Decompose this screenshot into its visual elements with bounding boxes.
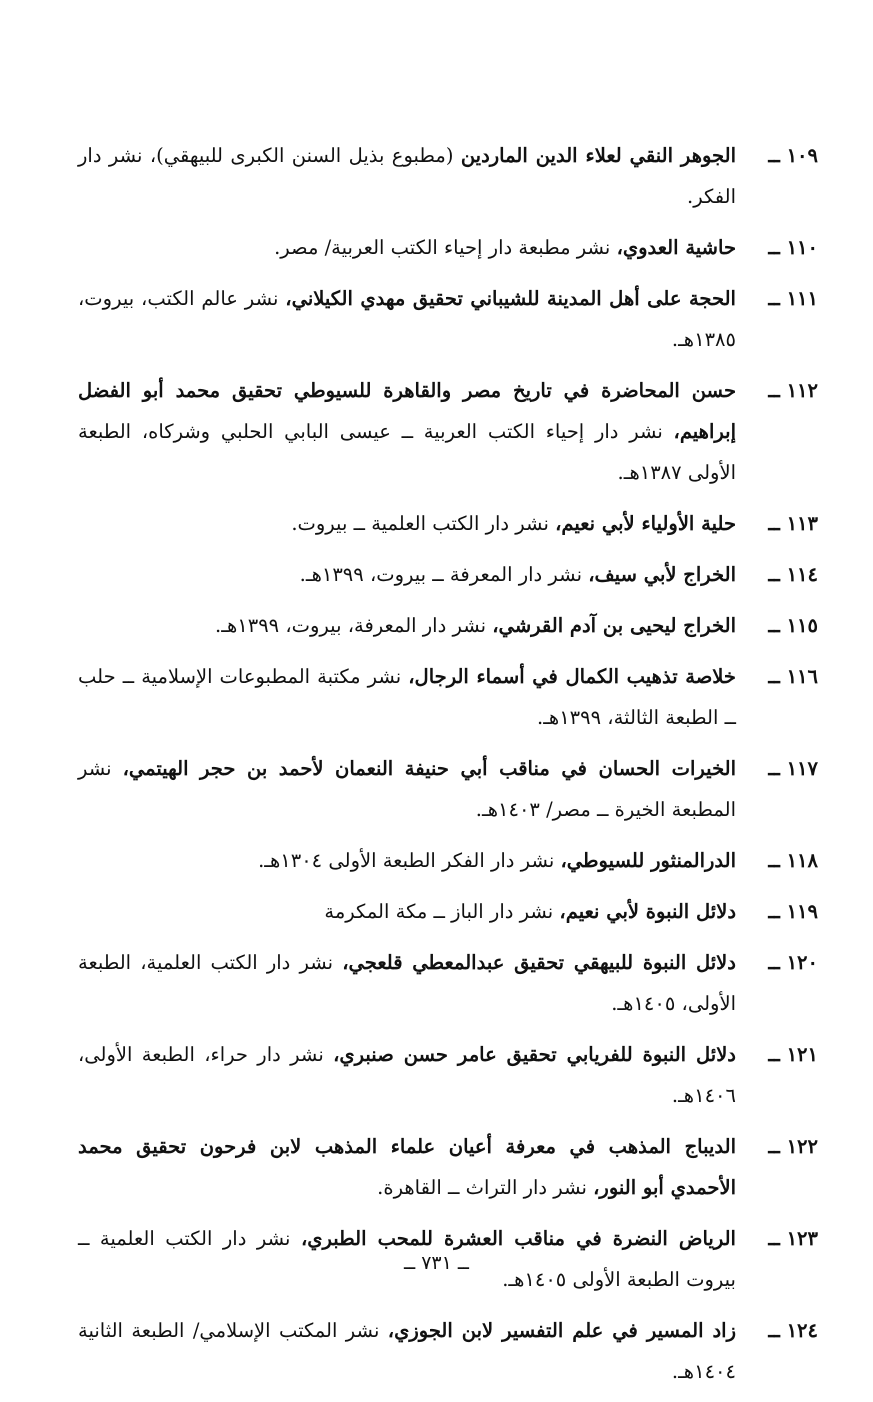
entry-details: نشر دار الكتب العلمية، الطبعة الأولى، ١٤٠٥هـ. (78, 951, 736, 1015)
entry-title: خلاصة تذهيب الكمال في أسماء الرجال، (408, 665, 736, 688)
entry-title: الخراج ليحيى بن آدم القرشي، (492, 614, 736, 637)
list-item (78, 503, 818, 544)
entry-number: ١٢٠ ــ (768, 951, 818, 974)
entry-title: الديباج المذهب في معرفة أعيان علماء المذهب لابن فرحون تحقيق محمد الأحمدي أبو النور، (78, 1135, 736, 1199)
entry-number: ١١٠ ــ (768, 236, 818, 259)
list-item (78, 554, 818, 595)
entry-details: نشر دار الكتب العلمية ــ بيروت الطبعة الأولى ١٤٠٥هـ. (78, 1227, 736, 1291)
entry-number: ١١٥ ــ (768, 614, 818, 637)
bibliography-list (78, 135, 818, 1402)
entry-title: الخيرات الحسان في مناقب أبي حنيفة النعمان لأحمد بن حجر الهيتمي، (122, 757, 737, 780)
entry-title: الخراج لأبي سيف، (588, 563, 736, 586)
entry-number: ١١٤ ــ (768, 563, 818, 586)
entry-title: حلية الأولياء لأبي نعيم، (555, 512, 736, 535)
entry-details: نشر مكتبة المطبوعات الإسلامية ــ حلب ــ الطبعة الثالثة، ١٣٩٩هـ. (78, 665, 736, 729)
entry-details: نشر دار المعرفة، بيروت، ١٣٩٩هـ. (215, 614, 487, 637)
entry-details: نشر دار التراث ــ القاهرة. (377, 1176, 587, 1199)
entry-text (78, 656, 736, 738)
entry-number: ١٢٣ ــ (768, 1227, 818, 1250)
entry-title: حسن المحاضرة في تاريخ مصر والقاهرة للسيوطي تحقيق محمد أبو الفضل إبراهيم، (78, 379, 736, 443)
entry-text (78, 840, 736, 881)
entry-details: نشر دار الفكر الطبعة الأولى ١٣٠٤هـ. (258, 849, 555, 872)
entry-title: دلائل النبوة للبيهقي تحقيق عبدالمعطي قلعجي، (342, 951, 736, 974)
entry-title: الحجة على أهل المدينة للشيباني تحقيق مهدي الكيلاني، (285, 287, 736, 310)
entry-number: ١١٩ ــ (768, 900, 818, 923)
entry-number: ١٢١ ــ (768, 1043, 818, 1066)
list-item (78, 227, 818, 268)
entry-details: نشر مطبعة دار إحياء الكتب العربية/ مصر. (274, 236, 611, 259)
entry-title: الدرالمنثور للسيوطي، (560, 849, 736, 872)
entry-details: نشر دار المعرفة ــ بيروت، ١٣٩٩هـ. (299, 563, 582, 586)
entry-title: زاد المسير في علم التفسير لابن الجوزي، (387, 1319, 736, 1342)
entry-number: ١٢٢ ــ (768, 1135, 818, 1158)
entry-text (78, 748, 736, 830)
list-item (78, 278, 818, 360)
entry-title: دلائل النبوة للفريابي تحقيق عامر حسن صنبري، (333, 1043, 736, 1066)
entry-number: ١١٣ ــ (768, 512, 818, 535)
list-item (78, 840, 818, 881)
list-item (78, 1310, 818, 1392)
list-item (78, 605, 818, 646)
entry-text (78, 370, 736, 493)
entry-title: الرياض النضرة في مناقب العشرة للمحب الطبري، (300, 1227, 736, 1250)
entry-number: ١١٦ ــ (768, 665, 818, 688)
entry-title: حاشية العدوي، (616, 236, 736, 259)
entry-text (78, 554, 736, 595)
list-item (78, 370, 818, 493)
entry-number: ١١٢ ــ (768, 379, 818, 402)
entry-title: دلائل النبوة لأبي نعيم، (559, 900, 736, 923)
page-number: ــ ٧٣١ ــ (404, 1252, 469, 1274)
entry-title: الجوهر النقي لعلاء الدين الماردين (460, 144, 736, 167)
entry-number: ١٢٤ ــ (768, 1319, 818, 1342)
entry-text (78, 1126, 736, 1208)
entry-number: ١١١ ــ (768, 287, 818, 310)
list-item (78, 942, 818, 1024)
list-item (78, 748, 818, 830)
entry-text (78, 942, 736, 1024)
entry-number: ١١٧ ــ (768, 757, 818, 780)
entry-text (78, 1310, 736, 1392)
entry-details: نشر عالم الكتب، بيروت، ١٣٨٥هـ. (78, 287, 736, 351)
entry-text (78, 1034, 736, 1116)
list-item (78, 891, 818, 932)
entry-number: ١١٨ ــ (768, 849, 818, 872)
entry-details: (مطبوع بذيل السنن الكبرى للبيهقي)، نشر دار الفكر. (78, 144, 736, 208)
entry-number: ١٠٩ ــ (768, 144, 818, 167)
entry-text (78, 891, 736, 932)
entry-text (78, 605, 736, 646)
entry-details: نشر المطبعة الخيرة ــ مصر/ ١٤٠٣هـ. (78, 757, 736, 821)
entry-text (78, 278, 736, 360)
entry-details: نشر دار الكتب العلمية ــ بيروت. (291, 512, 549, 535)
entry-details: نشر دار إحياء الكتب العربية ــ عيسى البابي الحلبي وشركاه، الطبعة الأولى ١٣٨٧هـ. (78, 420, 736, 484)
entry-details: نشر المكتب الإسلامي/ الطبعة الثانية ١٤٠٤هـ. (78, 1319, 736, 1383)
entry-text (78, 503, 736, 544)
list-item (78, 1034, 818, 1116)
list-item (78, 1126, 818, 1208)
entry-text (78, 135, 736, 217)
entry-text (78, 227, 736, 268)
list-item (78, 135, 818, 217)
list-item (78, 656, 818, 738)
entry-details: نشر دار حراء، الطبعة الأولى، ١٤٠٦هـ. (78, 1043, 736, 1107)
entry-details: نشر دار الباز ــ مكة المكرمة (324, 900, 554, 923)
